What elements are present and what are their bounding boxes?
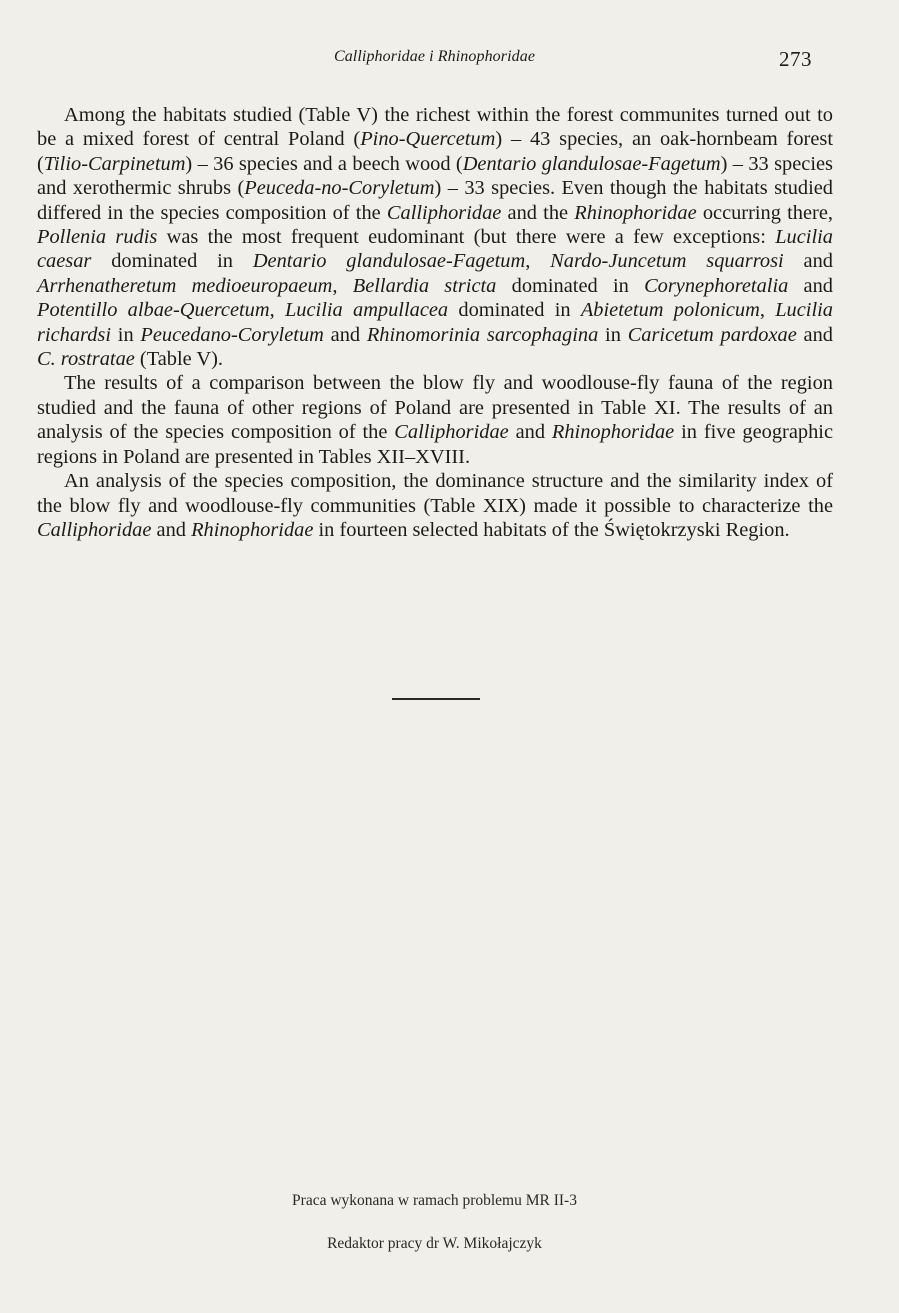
italic-term: Rhinophoridae <box>574 201 697 224</box>
italic-term: Caricetum pardoxae <box>627 323 797 346</box>
text-run: ) – 33 species. Even though the habitats studied differed in the species composition of the <box>37 177 833 224</box>
italic-term: Calliphoridae <box>386 201 502 224</box>
italic-term: Rhinomorinia sarcophagina <box>366 323 599 346</box>
text-run: ) – 33 species and xerothermic shrubs ( <box>37 152 833 200</box>
italic-term: Pino-Quercetum <box>360 128 496 151</box>
text-run: and the <box>501 201 575 224</box>
italic-term: Arrhenatheretum medioeuropaeum <box>37 274 333 297</box>
text-run: dominated in <box>91 250 253 273</box>
text-run: and <box>783 250 833 273</box>
text-run: , <box>525 250 551 273</box>
italic-term: Bellardia stricta <box>352 274 497 297</box>
italic-term: Potentillo albae-Quercetum <box>37 299 270 322</box>
text-run: and <box>151 518 192 541</box>
italic-term: Rhinophoridae <box>551 421 675 444</box>
italic-term: Peucedano-Coryletum <box>140 323 324 346</box>
page-number: 273 <box>779 47 812 71</box>
running-head <box>0 47 899 71</box>
text-run: occurring there, <box>696 201 833 224</box>
text-run: An analysis of the species composition, the dominance structure and the similarity index of the blow fly and woodlouse-fly communities (Table XIX) made it possible to characterize the <box>37 470 833 517</box>
italic-term: C. rostratae <box>37 348 135 371</box>
footer-problem-note: Praca wykonana w ramach problemu MR II-3 <box>292 1192 577 1209</box>
text-run: and <box>796 323 834 346</box>
text-run: ) – 36 species and a beech wood ( <box>185 152 463 175</box>
text-run: ) – 43 species, an oak-hornbeam forest ( <box>37 128 833 175</box>
text-run: in <box>111 323 141 346</box>
italic-term: Dentario glandulosae-Fagetum <box>462 152 721 175</box>
text-run: in five geographic regions in Poland are presented in Tables XII–XVIII. <box>37 421 833 468</box>
body-text <box>37 103 833 542</box>
paragraph-1 <box>37 103 833 371</box>
section-divider <box>392 698 480 700</box>
italic-term: Pollenia rudis <box>37 226 158 249</box>
italic-term: Lucilia richardsi <box>37 299 833 346</box>
text-run: and <box>323 323 367 346</box>
text-run: dominated in <box>448 299 581 322</box>
text-run: and <box>508 421 552 444</box>
text-run: in <box>598 323 628 346</box>
running-title: Calliphoridae i Rhinophoridae <box>333 48 536 65</box>
italic-term: Abietetum polonicum <box>580 299 760 322</box>
text-run: in fourteen selected habitats of the Świętokrzyski Region. <box>313 518 790 541</box>
italic-term: Dentario glandulosae-Fagetum <box>252 250 526 273</box>
text-run: , <box>332 274 353 297</box>
text-run: was the most frequent eudominant (but there were a few exceptions: <box>157 226 776 249</box>
footer-editor-note: Redaktor pracy dr W. Mikołajczyk <box>327 1235 542 1252</box>
italic-term: Tilio-Carpinetum <box>43 152 186 175</box>
italic-term: Calliphoridae <box>37 518 152 541</box>
italic-term: Calliphoridae <box>394 421 509 444</box>
text-run: The results of a comparison between the blow fly and woodlouse-fly fauna of the region studied and the fauna of other regions of Poland are presented in Table XI. The results of an analysis of the species composition of the <box>37 372 833 444</box>
italic-term: Rhinophoridae <box>191 518 314 541</box>
paragraph-2 <box>37 371 833 469</box>
italic-term: Corynephoretalia <box>644 274 789 297</box>
text-run: Among the habitats studied (Table V) the richest within the forest communites turned out to be a mixed forest of central Poland ( <box>37 104 833 151</box>
text-run: and <box>788 274 834 297</box>
text-run: dominated in <box>496 274 645 297</box>
italic-term: Nardo-Juncetum squarrosi <box>550 250 784 273</box>
text-run: , <box>759 299 776 322</box>
italic-term: Peuceda-no-Coryletum <box>244 177 435 200</box>
text-run: , <box>269 299 285 322</box>
italic-term: Lucilia ampullacea <box>284 299 449 322</box>
paragraph-3 <box>37 469 833 542</box>
italic-term: Lucilia caesar <box>37 226 833 273</box>
text-run: (Table V). <box>134 348 224 371</box>
